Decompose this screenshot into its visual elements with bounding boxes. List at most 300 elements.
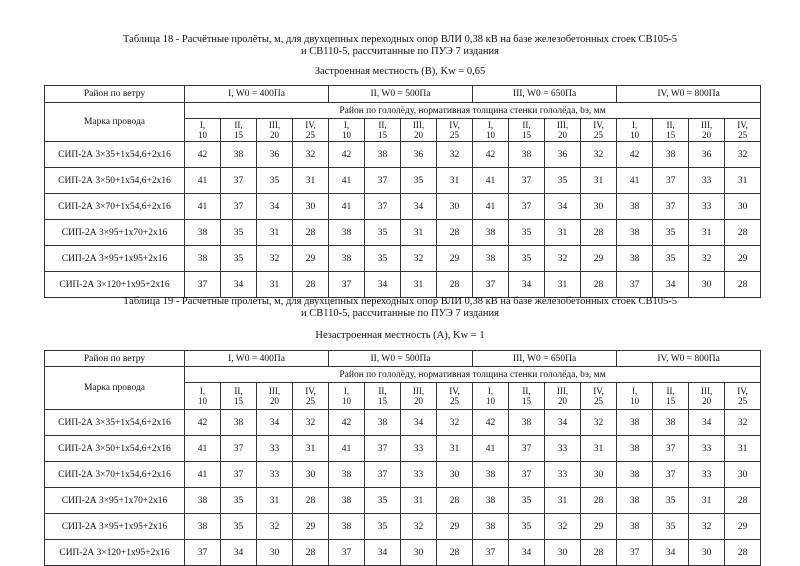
ice-region-roman: III, <box>412 120 425 130</box>
span-value: 38 <box>185 488 221 514</box>
ice-sub-3-4 <box>581 383 617 410</box>
ice-sub-3-3 <box>545 383 581 410</box>
ice-region-roman: I, <box>199 386 206 396</box>
span-value: 31 <box>689 488 725 514</box>
span-value: 28 <box>725 220 761 246</box>
span-value: 28 <box>725 540 761 566</box>
ice-sub-2-1 <box>329 119 365 142</box>
ice-thickness: 10 <box>486 130 496 140</box>
ice-sub-3-4 <box>581 119 617 142</box>
ice-thickness: 10 <box>198 396 207 406</box>
span-value: 32 <box>545 514 581 540</box>
span-value: 31 <box>725 436 761 462</box>
wind-label: Район по ветру <box>45 351 185 367</box>
ice-sub-2-2 <box>365 119 401 142</box>
span-value: 37 <box>329 540 365 566</box>
ice-thickness: 25 <box>306 130 316 140</box>
span-value: 33 <box>401 436 437 462</box>
span-value: 34 <box>257 410 293 436</box>
span-value: 29 <box>437 514 473 540</box>
wind-label: Район по ветру <box>45 86 185 103</box>
span-value: 34 <box>509 540 545 566</box>
span-value: 38 <box>653 410 689 436</box>
span-value: 35 <box>653 488 689 514</box>
ice-region-roman: III, <box>412 386 425 396</box>
span-value: 37 <box>329 272 365 298</box>
ice-sub-2-1 <box>329 383 365 410</box>
span-value: 35 <box>509 488 545 514</box>
ice-region-roman: II, <box>522 386 531 396</box>
span-value: 33 <box>257 462 293 488</box>
span-value: 37 <box>365 194 401 220</box>
span-value: 34 <box>509 272 545 298</box>
span-value: 31 <box>725 168 761 194</box>
span-value: 41 <box>329 168 365 194</box>
span-value: 33 <box>545 462 581 488</box>
table-row <box>45 488 761 514</box>
ice-sub-4-4 <box>725 383 761 410</box>
span-value: 28 <box>725 488 761 514</box>
wire-name: СИП-2А 3×50+1х54,6+2х16 <box>45 168 185 194</box>
ice-thickness: 20 <box>270 396 279 406</box>
table18-title-line2: и СВ110-5, рассчитанные по ПУЭ 7 издания <box>301 46 499 57</box>
span-value: 38 <box>617 194 653 220</box>
span-value: 32 <box>545 246 581 272</box>
span-value: 28 <box>293 488 329 514</box>
span-value: 31 <box>293 168 329 194</box>
span-value: 37 <box>185 540 221 566</box>
span-value: 42 <box>617 142 653 168</box>
ice-region-roman: II, <box>378 120 387 130</box>
span-value: 33 <box>689 462 725 488</box>
ice-sub-4-3 <box>689 119 725 142</box>
ice-thickness: 20 <box>702 396 712 406</box>
span-value: 28 <box>293 540 329 566</box>
wind-region-4: IV, W0 = 800Па <box>617 351 761 367</box>
span-value: 36 <box>401 142 437 168</box>
wire-name: СИП-2А 3×70+1х54,6+2х16 <box>45 462 185 488</box>
span-value: 30 <box>581 194 617 220</box>
span-value: 29 <box>581 514 617 540</box>
ice-thickness: 10 <box>630 130 640 140</box>
span-value: 30 <box>293 462 329 488</box>
span-value: 37 <box>617 272 653 298</box>
span-value: 28 <box>581 220 617 246</box>
wind-region-2: II, W0 = 500Па <box>329 351 473 367</box>
ice-thickness: 20 <box>414 130 424 140</box>
span-value: 28 <box>437 488 473 514</box>
ice-region-roman: I, <box>631 120 638 130</box>
span-value: 37 <box>185 272 221 298</box>
span-value: 31 <box>257 488 293 514</box>
span-value: 32 <box>401 514 437 540</box>
ice-label: Район по гололёду, нормативная толщина стенки гололёда, bэ, мм <box>185 103 761 119</box>
ice-thickness: 15 <box>666 396 676 406</box>
span-value: 35 <box>365 514 401 540</box>
span-value: 38 <box>329 514 365 540</box>
ice-region-roman: III, <box>700 386 713 396</box>
span-value: 29 <box>293 246 329 272</box>
ice-sub-1-2 <box>221 119 257 142</box>
span-value: 31 <box>401 272 437 298</box>
wire-name: СИП-2А 3×120+1х95+2х16 <box>45 272 185 298</box>
ice-sub-1-2 <box>221 383 257 410</box>
span-value: 30 <box>725 194 761 220</box>
span-value: 38 <box>617 220 653 246</box>
ice-thickness: 10 <box>342 396 352 406</box>
ice-sub-4-1 <box>617 383 653 410</box>
span-value: 35 <box>365 488 401 514</box>
table-row <box>45 142 761 168</box>
ice-sub-1-1 <box>185 383 221 410</box>
span-value: 30 <box>545 540 581 566</box>
wire-name: СИП-2А 3×95+1х95+2х16 <box>45 514 185 540</box>
span-value: 38 <box>365 142 401 168</box>
span-value: 38 <box>473 246 509 272</box>
ice-sub-2-2 <box>365 383 401 410</box>
span-value: 33 <box>689 168 725 194</box>
ice-thickness: 15 <box>378 396 388 406</box>
span-value: 34 <box>221 272 257 298</box>
ice-region-roman: IV, <box>737 386 748 396</box>
span-value: 38 <box>509 142 545 168</box>
span-value: 37 <box>653 194 689 220</box>
span-value: 35 <box>221 220 257 246</box>
wind-region-4: IV, W0 = 800Па <box>617 86 761 103</box>
wind-region-3: III, W0 = 650Па <box>473 351 617 367</box>
ice-thickness: 15 <box>234 130 243 140</box>
span-value: 28 <box>581 488 617 514</box>
wire-name: СИП-2А 3×95+1х95+2х16 <box>45 246 185 272</box>
wind-region-2: II, W0 = 500Па <box>329 86 473 103</box>
span-value: 38 <box>509 410 545 436</box>
span-value: 37 <box>365 168 401 194</box>
span-value: 30 <box>257 540 293 566</box>
ice-thickness: 25 <box>738 130 748 140</box>
span-value: 32 <box>725 142 761 168</box>
table-row <box>45 410 761 436</box>
wire-name: СИП-2А 3×95+1х70+2х16 <box>45 488 185 514</box>
span-value: 37 <box>365 462 401 488</box>
ice-thickness: 25 <box>594 396 604 406</box>
span-value: 37 <box>617 540 653 566</box>
span-value: 31 <box>689 220 725 246</box>
span-value: 37 <box>221 436 257 462</box>
span-value: 34 <box>365 540 401 566</box>
span-value: 29 <box>293 514 329 540</box>
ice-region-roman: I, <box>631 386 638 396</box>
span-value: 31 <box>437 436 473 462</box>
ice-thickness: 15 <box>234 396 243 406</box>
ice-sub-4-2 <box>653 383 689 410</box>
span-value: 31 <box>437 168 473 194</box>
span-value: 32 <box>437 410 473 436</box>
span-value: 41 <box>185 462 221 488</box>
wire-name: СИП-2А 3×70+1х54,6+2х16 <box>45 194 185 220</box>
span-value: 38 <box>221 410 257 436</box>
span-value: 32 <box>257 514 293 540</box>
span-value: 38 <box>329 462 365 488</box>
wind-region-1: I, W0 = 400Па <box>185 86 329 103</box>
ice-thickness: 10 <box>198 130 207 140</box>
span-value: 33 <box>401 462 437 488</box>
span-value: 36 <box>689 142 725 168</box>
span-value: 38 <box>617 462 653 488</box>
table-row <box>45 220 761 246</box>
span-value: 35 <box>545 168 581 194</box>
span-value: 38 <box>473 488 509 514</box>
ice-thickness: 15 <box>522 396 532 406</box>
span-value: 31 <box>545 220 581 246</box>
span-value: 35 <box>509 220 545 246</box>
ice-region-roman: III, <box>556 386 569 396</box>
span-value: 30 <box>689 540 725 566</box>
span-value: 32 <box>581 142 617 168</box>
table-row <box>45 514 761 540</box>
span-value: 31 <box>581 168 617 194</box>
ice-region-roman: I, <box>487 386 494 396</box>
span-value: 32 <box>401 246 437 272</box>
span-value: 32 <box>437 142 473 168</box>
span-value: 38 <box>653 142 689 168</box>
table18-title-line1: Таблица 18 - Расчётные пролёты, м, для двухцепных переходных опор ВЛИ 0,38 кВ на базе железобетонных стоек СВ105-5 <box>123 34 677 45</box>
ice-sub-4-3 <box>689 383 725 410</box>
span-value: 41 <box>617 168 653 194</box>
ice-thickness: 20 <box>270 130 279 140</box>
ice-thickness: 15 <box>522 130 532 140</box>
span-value: 34 <box>221 540 257 566</box>
span-value: 38 <box>617 436 653 462</box>
span-value: 30 <box>725 462 761 488</box>
span-value: 30 <box>401 540 437 566</box>
table19-title-line2: и СВ110-5, рассчитанные по ПУЭ 7 издания <box>301 308 499 319</box>
span-value: 38 <box>185 514 221 540</box>
wind-region-1: I, W0 = 400Па <box>185 351 329 367</box>
span-value: 30 <box>689 272 725 298</box>
span-value: 35 <box>509 514 545 540</box>
span-value: 32 <box>725 410 761 436</box>
ice-sub-3-1 <box>473 119 509 142</box>
wire-name: СИП-2А 3×35+1х54,6+2х16 <box>45 142 185 168</box>
ice-thickness: 20 <box>702 130 712 140</box>
span-value: 42 <box>329 142 365 168</box>
table-row <box>45 246 761 272</box>
wire-name: СИП-2А 3×35+1х54,6+2х16 <box>45 410 185 436</box>
ice-sub-4-1 <box>617 119 653 142</box>
span-value: 35 <box>365 246 401 272</box>
span-value: 41 <box>329 194 365 220</box>
span-value: 42 <box>329 410 365 436</box>
span-value: 28 <box>293 272 329 298</box>
ice-sub-1-4 <box>293 119 329 142</box>
ice-thickness: 25 <box>738 396 748 406</box>
ice-sub-1-1 <box>185 119 221 142</box>
ice-region-roman: IV, <box>305 386 316 396</box>
span-value: 31 <box>581 436 617 462</box>
ice-region-roman: II, <box>666 120 675 130</box>
ice-region-roman: II, <box>666 386 675 396</box>
span-value: 31 <box>257 272 293 298</box>
ice-thickness: 20 <box>558 396 568 406</box>
ice-thickness: 20 <box>414 396 424 406</box>
span-value: 34 <box>401 410 437 436</box>
span-value: 31 <box>545 488 581 514</box>
span-value: 30 <box>437 194 473 220</box>
ice-region-roman: I, <box>199 120 206 130</box>
span-value: 32 <box>293 410 329 436</box>
span-value: 38 <box>617 410 653 436</box>
table18 <box>44 85 761 298</box>
span-value: 33 <box>257 436 293 462</box>
span-value: 31 <box>401 488 437 514</box>
span-value: 32 <box>581 410 617 436</box>
span-value: 34 <box>401 194 437 220</box>
wire-name: СИП-2А 3×120+1х95+2х16 <box>45 540 185 566</box>
span-value: 37 <box>509 168 545 194</box>
ice-thickness: 15 <box>378 130 388 140</box>
ice-sub-1-3 <box>257 383 293 410</box>
span-value: 38 <box>185 220 221 246</box>
ice-sub-3-3 <box>545 119 581 142</box>
span-value: 35 <box>221 514 257 540</box>
table19-subtitle: Незастроенная местность (А), Kw = 1 <box>315 330 485 341</box>
ice-thickness: 10 <box>486 396 496 406</box>
span-value: 35 <box>653 514 689 540</box>
span-value: 38 <box>329 220 365 246</box>
span-value: 37 <box>509 436 545 462</box>
span-value: 42 <box>185 410 221 436</box>
span-value: 37 <box>653 436 689 462</box>
span-value: 29 <box>725 246 761 272</box>
span-value: 31 <box>293 436 329 462</box>
ice-region-roman: IV, <box>449 120 460 130</box>
span-value: 30 <box>437 462 473 488</box>
span-value: 28 <box>725 272 761 298</box>
span-value: 41 <box>473 194 509 220</box>
span-value: 38 <box>185 246 221 272</box>
span-value: 31 <box>401 220 437 246</box>
ice-region-roman: IV, <box>449 386 460 396</box>
span-value: 33 <box>545 436 581 462</box>
span-value: 28 <box>437 220 473 246</box>
span-value: 33 <box>689 436 725 462</box>
span-value: 32 <box>293 142 329 168</box>
span-value: 34 <box>689 410 725 436</box>
ice-sub-2-4 <box>437 119 473 142</box>
table18-subtitle: Застроенная местность (В), Kw = 0,65 <box>314 66 486 77</box>
ice-label: Район по гололёду, нормативная толщина стенки гололёда, bэ, мм <box>185 367 761 383</box>
span-value: 28 <box>437 540 473 566</box>
table-row <box>45 272 761 298</box>
span-value: 41 <box>473 436 509 462</box>
ice-sub-2-3 <box>401 119 437 142</box>
span-value: 29 <box>725 514 761 540</box>
table-row <box>45 168 761 194</box>
ice-region-roman: II, <box>234 386 243 396</box>
span-value: 35 <box>653 220 689 246</box>
ice-sub-1-3 <box>257 119 293 142</box>
span-value: 38 <box>617 246 653 272</box>
ice-region-roman: I, <box>343 386 350 396</box>
span-value: 35 <box>401 168 437 194</box>
ice-thickness: 10 <box>342 130 352 140</box>
table-row <box>45 194 761 220</box>
span-value: 35 <box>365 220 401 246</box>
ice-region-roman: III, <box>700 120 713 130</box>
span-value: 38 <box>329 246 365 272</box>
ice-region-roman: III, <box>268 386 281 396</box>
wire-name: СИП-2А 3×50+1х54,6+2х16 <box>45 436 185 462</box>
span-value: 37 <box>509 194 545 220</box>
span-value: 37 <box>653 462 689 488</box>
span-value: 34 <box>545 410 581 436</box>
ice-sub-2-4 <box>437 383 473 410</box>
ice-thickness: 20 <box>558 130 568 140</box>
ice-thickness: 25 <box>306 396 316 406</box>
span-value: 29 <box>437 246 473 272</box>
span-value: 41 <box>185 436 221 462</box>
span-value: 35 <box>257 168 293 194</box>
span-value: 34 <box>653 540 689 566</box>
ice-thickness: 25 <box>450 130 460 140</box>
span-value: 35 <box>653 246 689 272</box>
span-value: 37 <box>473 272 509 298</box>
ice-region-roman: IV, <box>305 120 316 130</box>
ice-sub-4-2 <box>653 119 689 142</box>
ice-sub-4-4 <box>725 119 761 142</box>
span-value: 36 <box>257 142 293 168</box>
span-value: 34 <box>545 194 581 220</box>
span-value: 35 <box>221 488 257 514</box>
span-value: 37 <box>221 194 257 220</box>
span-value: 38 <box>473 462 509 488</box>
ice-region-roman: III, <box>556 120 569 130</box>
span-value: 32 <box>689 246 725 272</box>
span-value: 32 <box>689 514 725 540</box>
span-value: 34 <box>653 272 689 298</box>
span-value: 41 <box>185 168 221 194</box>
span-value: 37 <box>365 436 401 462</box>
span-value: 41 <box>329 436 365 462</box>
span-value: 31 <box>257 220 293 246</box>
span-value: 35 <box>509 246 545 272</box>
ice-region-roman: IV, <box>737 120 748 130</box>
span-value: 38 <box>221 142 257 168</box>
ice-region-roman: II, <box>378 386 387 396</box>
span-value: 36 <box>545 142 581 168</box>
ice-sub-1-4 <box>293 383 329 410</box>
table-row <box>45 436 761 462</box>
ice-region-roman: IV, <box>593 386 604 396</box>
ice-thickness: 15 <box>666 130 676 140</box>
ice-region-roman: I, <box>487 120 494 130</box>
wire-label: Марка провода <box>45 103 185 142</box>
ice-region-roman: IV, <box>593 120 604 130</box>
ice-thickness: 25 <box>450 396 460 406</box>
span-value: 38 <box>617 514 653 540</box>
span-value: 42 <box>473 142 509 168</box>
table19-title-line1: Таблица 19 - Расчётные пролёты, м, для двухцепных переходных опор ВЛИ 0,38 кВ на базе железобетонных стоек СВ105-5 <box>123 296 677 307</box>
span-value: 28 <box>581 540 617 566</box>
ice-sub-2-3 <box>401 383 437 410</box>
span-value: 35 <box>221 246 257 272</box>
span-value: 37 <box>221 462 257 488</box>
span-value: 37 <box>509 462 545 488</box>
span-value: 42 <box>185 142 221 168</box>
span-value: 37 <box>653 168 689 194</box>
table-row <box>45 540 761 566</box>
wind-region-3: III, W0 = 650Па <box>473 86 617 103</box>
